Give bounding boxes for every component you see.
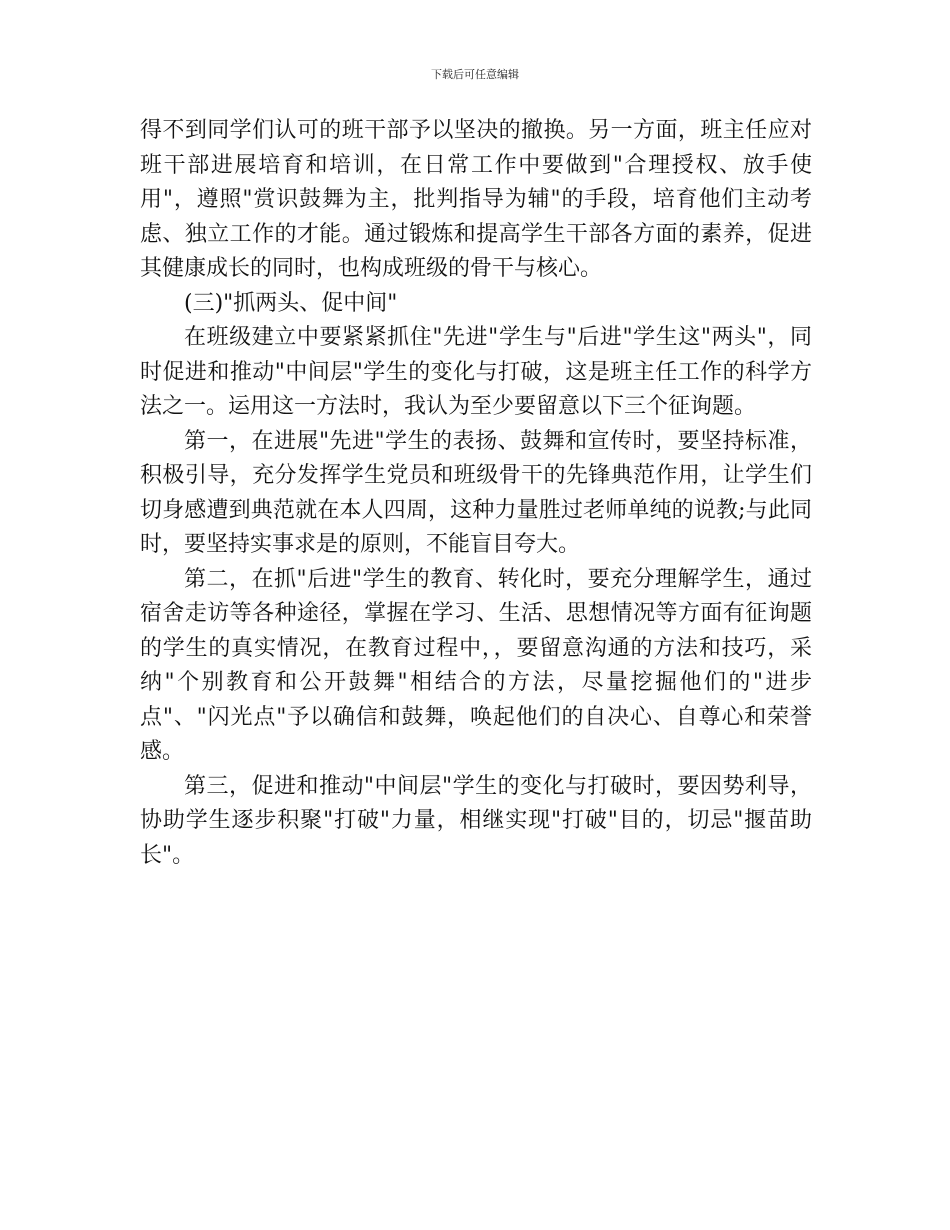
- paragraph-first: 第一，在进展"先进"学生的表扬、鼓舞和宣传时，要坚持标准，积极引导，充分发挥学生党员和班级骨干的先锋典范作用，让学生们切身感遭到典范就在本人四周，这种力量胜过老师单纯的说教;与此同时，要坚持实事求是的原则，不能盲目夸大。: [140, 428, 812, 557]
- page-header: 下载后可任意编辑: [431, 68, 519, 81]
- paragraph-second: 第二，在抓"后进"学生的教育、转化时，要充分理解学生，通过宿舍走访等各种途径，掌握在学习、生活、思想情况等方面有征询题的学生的真实情况，在教育过程中，，要留意沟通的方法和技巧，采纳"个别教育和公开鼓舞"相结合的方法，尽量挖掘他们的"进步点"、"闪光点"予以确信和鼓舞，唤起他们的自决心、自尊心和荣誉感。: [140, 566, 812, 764]
- section-heading: (三)"抓两头、促中间": [184, 290, 398, 316]
- paragraph-third: 第三，促进和推动"中间层"学生的变化与打破时，要因势利导，协助学生逐步积聚"打破"力量，相继实现"打破"目的，切忌"揠苗助长"。: [140, 773, 812, 868]
- paragraph-continuation: 得不到同学们认可的班干部予以坚决的撤换。另一方面，班主任应对班干部进展培育和培训，在日常工作中要做到"合理授权、放手使用"，遵照"赏识鼓舞为主，批判指导为辅"的手段，培育他们主动考虑、独立工作的才能。通过锻炼和提高学生干部各方面的素养，促进其健康成长的同时，也构成班级的骨干与核心。: [140, 118, 812, 281]
- document-body: [140, 114, 812, 873]
- paragraph-intro: 在班级建立中要紧紧抓住"先进"学生与"后进"学生这"两头"，同时促进和推动"中间层"学生的变化与打破，这是班主任工作的科学方法之一。运用这一方法时，我认为至少要留意以下三个征询题。: [140, 325, 812, 419]
